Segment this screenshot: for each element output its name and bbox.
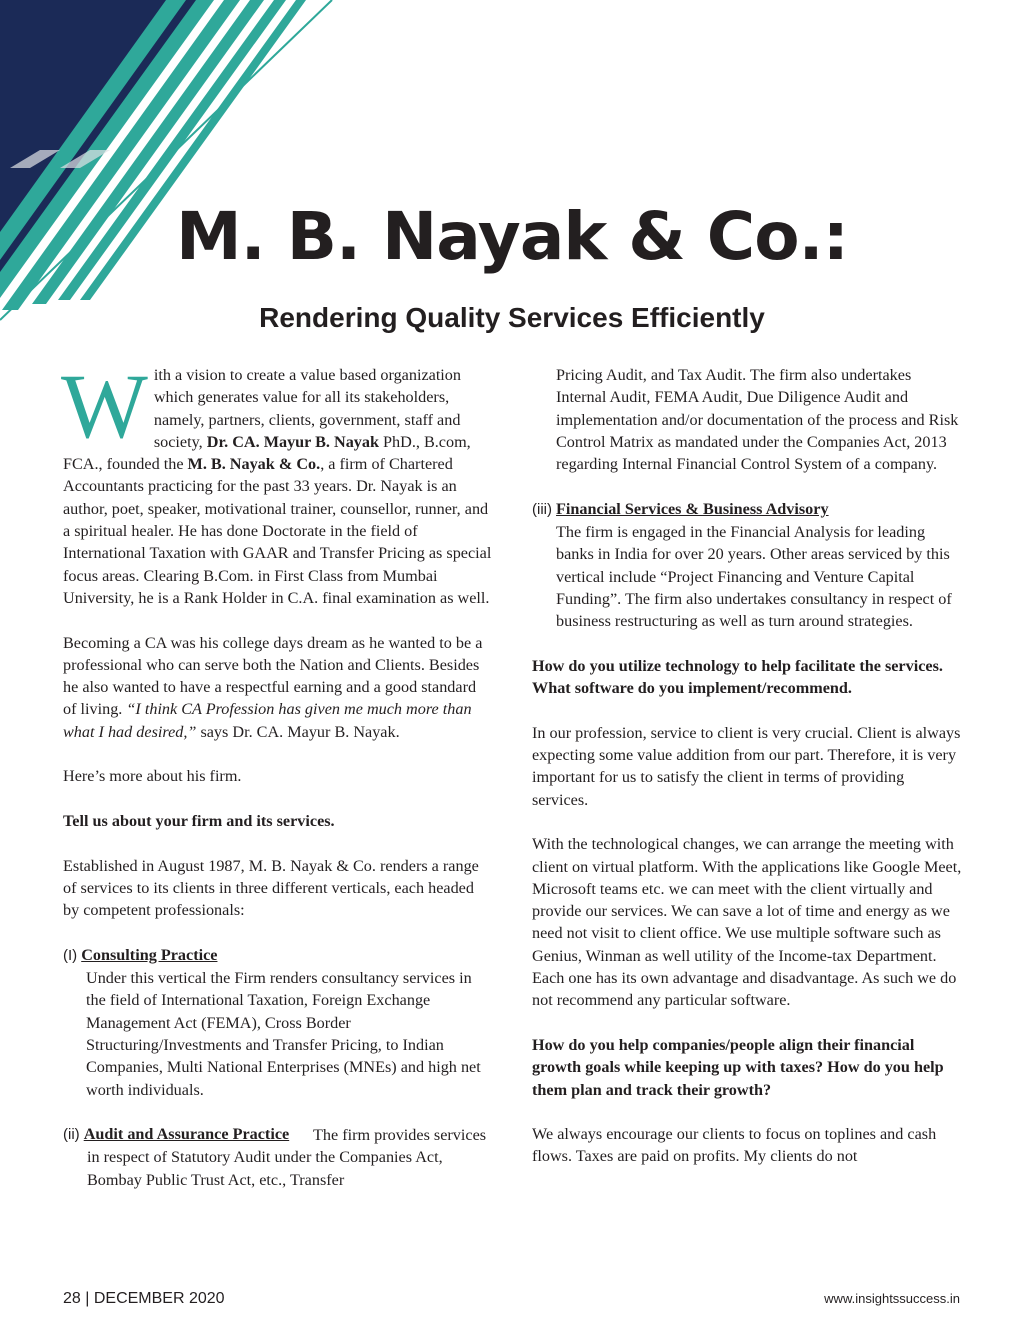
service-3-heading — [532, 498, 964, 521]
intro-text-a: ith a vision to create a value based organization which generates value for all its stakeholders, namely, partners, clients, government, staff and society, — [153, 366, 461, 451]
service-1-label: (I) — [63, 946, 78, 964]
website-footer: www.insightssuccess.in — [824, 1291, 960, 1306]
dream-text-c: says Dr. CA. Mayur B. Nayak. — [196, 722, 400, 741]
service-2-body: The firm provides services in respect of Statutory Audit under the Companies Act, Bombay Public Trust Act, etc., Transfer — [87, 1126, 487, 1189]
quote-text: “I think CA Profession has given me much more than what I had desired,” — [63, 700, 472, 741]
left-column — [61, 355, 493, 1191]
dream-text-a: Becoming a CA was his college days dream as he wanted to be a professional who can serve both the Nation and Clients. Besides he also wanted to have a respectful earning and a good standard of living. — [63, 633, 483, 719]
page-number-footer: 28 | DECEMBER 2020 — [63, 1290, 225, 1307]
established-paragraph: Established in August 1987, M. B. Nayak & Co. renders a range of services to its clients in three different verticals, each headed by competent professionals: — [63, 856, 479, 920]
dream-paragraph — [63, 632, 493, 743]
intro-paragraph — [61, 355, 493, 609]
question-1 — [63, 810, 493, 832]
firm-name: M. B. Nayak & Co. — [187, 455, 321, 474]
question-1-text: Tell us about your firm and its services. — [63, 811, 335, 830]
decorative-stripes — [0, 0, 340, 340]
question-2 — [532, 655, 964, 700]
intro-text-e: , a firm of Chartered Accountants practicing for the past 33 years. Dr. Nayak is an author, poet, speaker, motivational trainer, counsellor, runner, and a spiritual healer. He has done Doctorate in the field of International Taxation with GAAR and Transfer Pricing as special focus areas. Clearing B.Com. in First Class from Mumbai University, he is a Rank Holder in C.A. final examination as well. — [63, 455, 492, 607]
service-2-continued: Pricing Audit, and Tax Audit. The firm also undertakes Internal Audit, FEMA Audit, Due Diligence Audit and implementation and/or documentation of the process and Risk Control Matrix as mandated under the Companies Act, 2013 regarding Internal Financial Control System of a company. — [556, 366, 959, 474]
page-title: M. B. Nayak & Co.: — [175, 198, 849, 275]
service-3-label: (iii) — [532, 500, 552, 518]
service-1-title: Consulting Practice — [81, 945, 218, 964]
service-2-title: Audit and Assurance Practice — [83, 1125, 290, 1144]
intro-text-c: PhD., B.com, FCA., founded the — [63, 432, 471, 474]
service-1-body: Under this vertical the Firm renders consultancy services in the field of International Taxation, Foreign Exchange Management Act (FEMA), Cross Border Structuring/Investments and Transfer Pricing, to Indian Companies, Multi National Enterprises (MNEs) and high net worth individuals. — [86, 969, 481, 1099]
transition-paragraph: Here’s more about his firm. — [63, 767, 242, 786]
founder-name: Dr. CA. Mayur B. Nayak — [206, 432, 379, 451]
service-2-label: (ii) — [63, 1126, 80, 1144]
page-subtitle: Rendering Quality Services Efficiently — [259, 302, 765, 333]
toplines-paragraph: We always encourage our clients to focus on toplines and cash flows. Taxes are paid on profits. My clients do not — [532, 1125, 937, 1166]
drop-cap: W — [61, 355, 148, 457]
service-importance-paragraph: In our profession, service to client is very crucial. Client is always expecting some value addition from our part. Therefore, it is very important for us to satisfy the client in terms of providing services. — [532, 723, 961, 809]
question-2-text: How do you utilize technology to help facilitate the services. What software do you implement/recommend. — [532, 656, 943, 698]
service-1-heading — [63, 944, 493, 967]
service-3-title: Financial Services & Business Advisory — [556, 499, 829, 518]
technology-paragraph: With the technological changes, we can arrange the meeting with client on virtual platform. With the applications like Google Meet, Microsoft teams etc. we can meet with the client virtually and provide our services. We can save a lot of time and energy as we need not visit to client office. We use multiple software such as Genius, Winman as well utility of the Income-tax Department. Each one has its own advantage and disadvantage. As such we do not recommend any particular software. — [532, 835, 962, 1010]
right-column — [532, 364, 964, 1168]
service-3-body: The firm is engaged in the Financial Analysis for leading banks in India for over 20 years. Other areas serviced by this vertical include “Project Financing and Venture Capital Funding”. The firm also undertakes consultancy in respect of business restructuring as well as turn around strategies. — [556, 523, 952, 631]
question-3-text: How do you help companies/people align their financial growth goals while keeping up with taxes? How do you help them plan and track their growth? — [532, 1035, 944, 1099]
question-3 — [532, 1034, 964, 1101]
